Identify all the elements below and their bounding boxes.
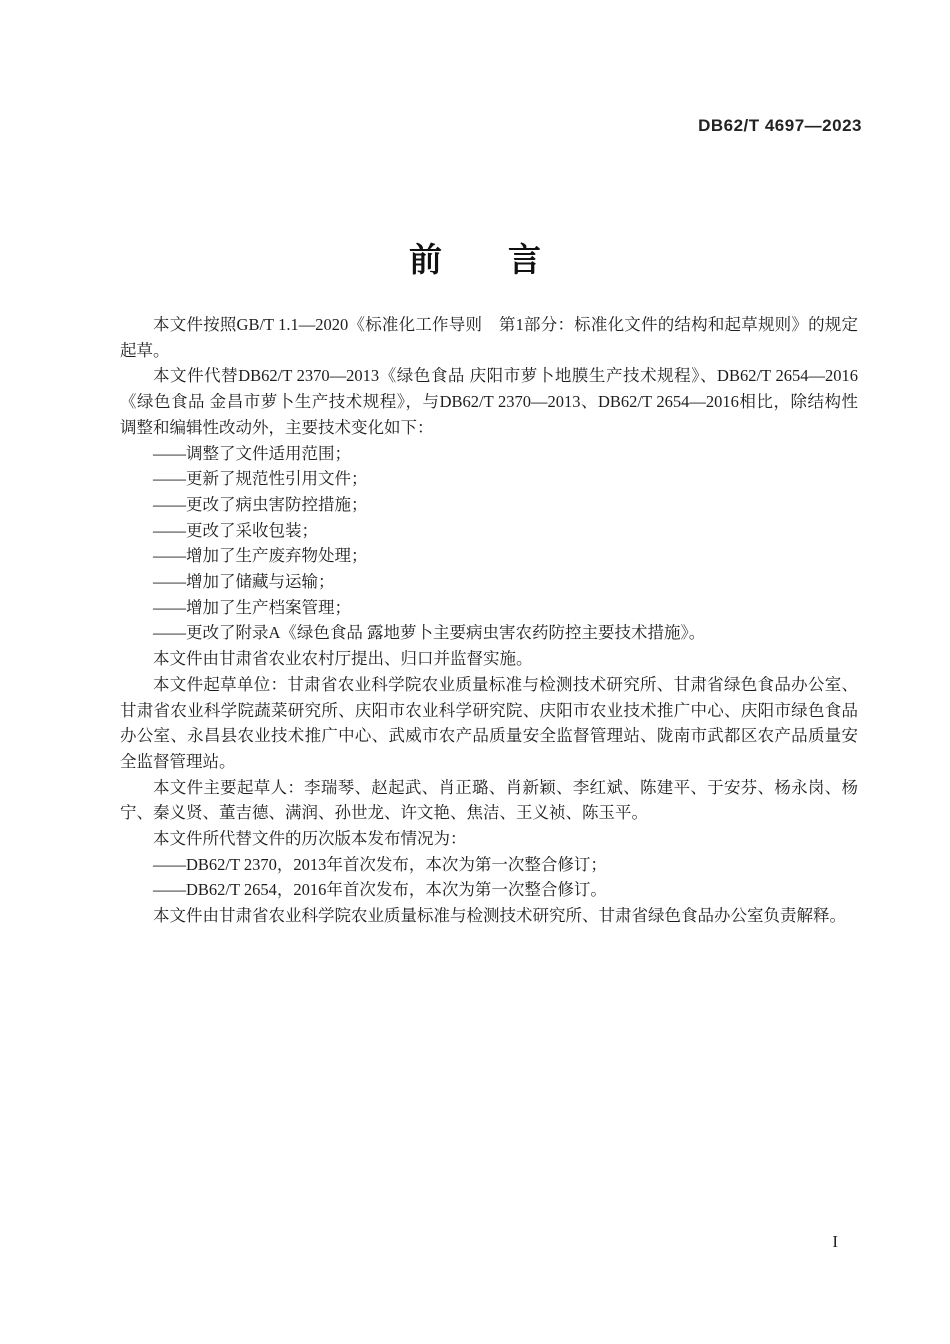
- paragraph-issuer: 本文件由甘肃省农业农村厅提出、归口并监督实施。: [153, 649, 533, 669]
- change-list-item: ——调整了文件适用范围；: [153, 443, 351, 463]
- document-body: [120, 312, 858, 929]
- change-list-item: ——增加了储藏与运输；: [153, 572, 335, 592]
- doc-code: DB62/T 4697—2023: [698, 116, 862, 135]
- paragraph-drafters: 本文件主要起草人：李瑞琴、赵起武、肖正璐、肖新颖、李红斌、陈建平、于安芬、杨永岗、杨宁、秦义贤、董吉德、满润、孙世龙、许文艳、焦洁、王义祯、陈玉平。: [120, 777, 858, 823]
- change-list-item: ——更改了病虫害防控措施；: [153, 494, 368, 514]
- history-list-item: ——DB62/T 2370，2013年首次发布，本次为第一次整合修订；: [153, 854, 607, 874]
- paragraph-scope: 本文件按照GB/T 1.1—2020《标准化工作导则 第1部分：标准化文件的结构和起草规则》的规定起草。: [120, 315, 858, 360]
- history-list-item: ——DB62/T 2654，2016年首次发布，本次为第一次整合修订。: [153, 880, 607, 900]
- change-list-item: ——增加了生产档案管理；: [153, 597, 351, 617]
- change-list-item: ——更新了规范性引用文件；: [153, 469, 368, 489]
- change-list-item: ——更改了附录A《绿色食品 露地萝卜主要病虫害农药防控主要技术措施》。: [153, 623, 706, 643]
- page-number: I: [832, 1232, 838, 1251]
- change-list-item: ——更改了采收包装；: [153, 520, 318, 540]
- paragraph-drafting-units: 本文件起草单位：甘肃省农业科学院农业质量标准与检测技术研究所、甘肃省绿色食品办公室、甘肃省农业科学院蔬菜研究所、庆阳市农业科学研究院、庆阳市农业技术推广中心、庆阳市绿色食品办公室、永昌县农业技术推广中心、武威市农产品质量安全监督管理站、陇南市武都区农产品质量安全监督管理站。: [120, 674, 858, 771]
- paragraph-replaces: 本文件代替DB62/T 2370—2013《绿色食品 庆阳市萝卜地膜生产技术规程》、DB62/T 2654—2016《绿色食品 金昌市萝卜生产技术规程》，与DB62/T 2370—2013、DB62/T 2654—2016相比，除结构性调整和编辑性改动外，主要技术变化如下：: [120, 366, 858, 437]
- paragraph-history-intro: 本文件所代替文件的历次版本发布情况为：: [153, 829, 467, 849]
- change-list-item: ——增加了生产废弃物处理；: [153, 546, 368, 566]
- paragraph-interpretation: 本文件由甘肃省农业科学院农业质量标准与检测技术研究所、甘肃省绿色食品办公室负责解释。: [153, 906, 846, 926]
- page-title: 前 言: [409, 243, 541, 279]
